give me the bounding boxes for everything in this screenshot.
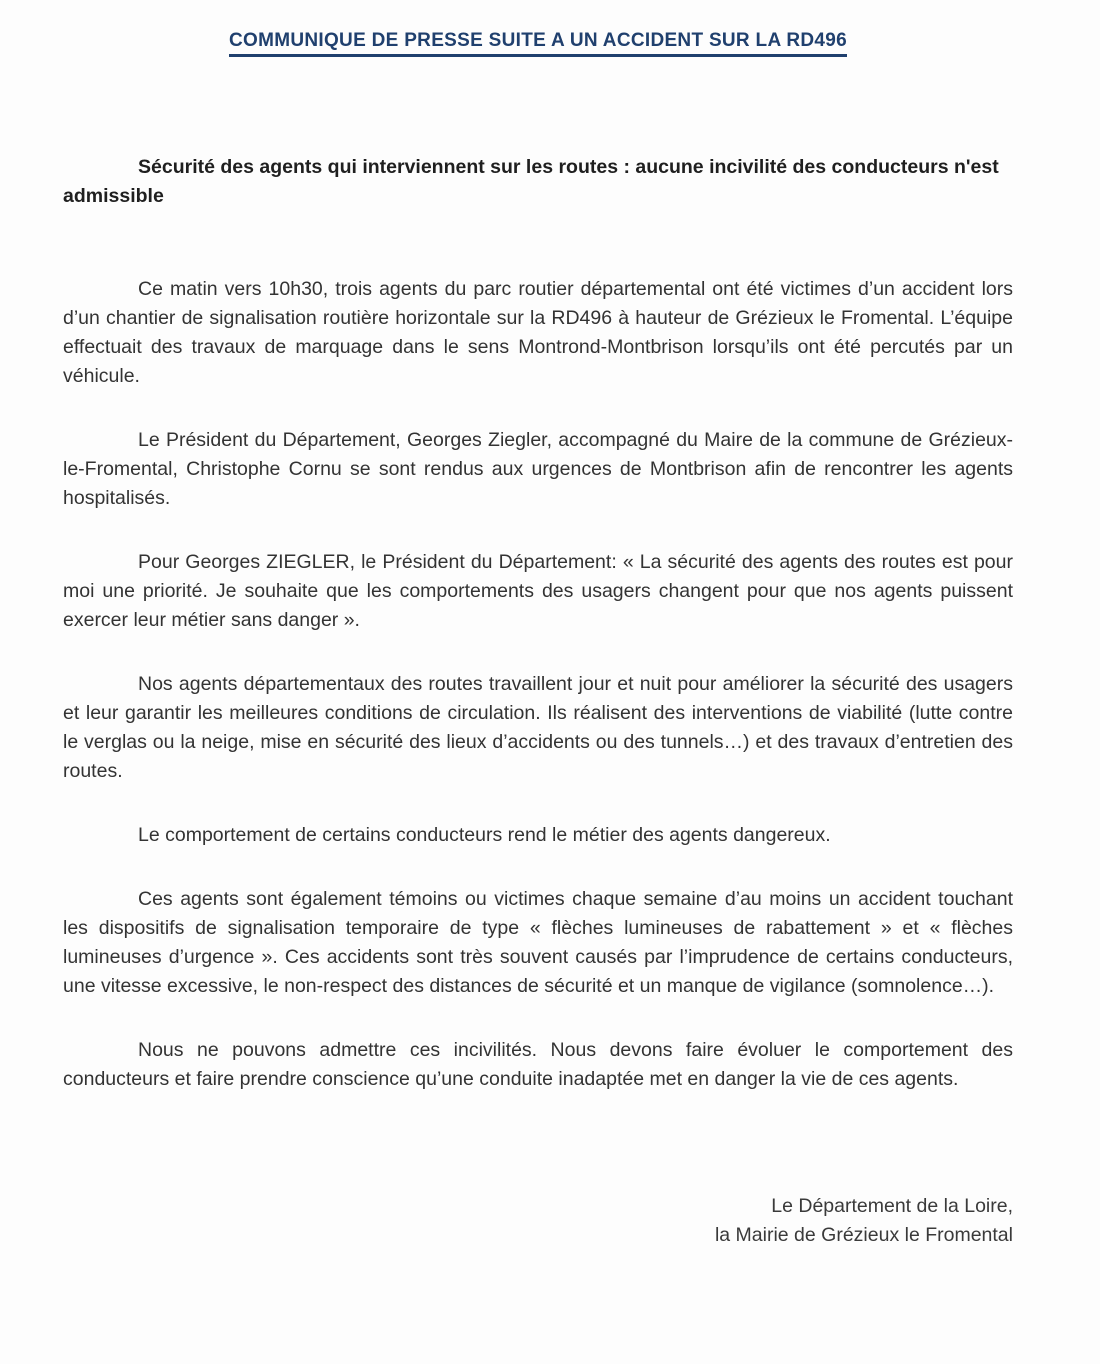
paragraph-accidents-signalisation: Ces agents sont également témoins ou victimes chaque semaine d’au moins un accident touchant les dispositifs de signalisation temporaire de type « flèches lumineuses de rabattement » et « flèches lumineuses d’urgence ». Ces accidents sont très souvent causés par l’imprudence de certains conducteurs, une vitesse excessive, le non-respect des distances de sécurité et un manque de vigilance (somnolence…). bbox=[63, 888, 1013, 997]
signature-line-mairie: la Mairie de Grézieux le Fromental bbox=[714, 1224, 1013, 1246]
press-release-title-text: COMMUNIQUE DE PRESSE SUITE A UN ACCIDENT SUR LA RD496 bbox=[229, 30, 847, 57]
document-subtitle: Sécurité des agents qui interviennent sur les routes : aucune incivilité des conducteurs n'est admissible bbox=[63, 156, 999, 207]
press-release-title bbox=[63, 30, 1013, 57]
paragraph-incivilites: Nous ne pouvons admettre ces incivilités. Nous devons faire évoluer le comportement des conducteurs et faire prendre conscience qu’une conduite inadaptée met en danger la vie de ces agents. bbox=[63, 1039, 1013, 1090]
signature-block bbox=[63, 1192, 1013, 1250]
document-content bbox=[0, 30, 1100, 1250]
paragraph-missions-agents: Nos agents départementaux des routes travaillent jour et nuit pour améliorer la sécurité des usagers et leur garantir les meilleures conditions de circulation. Ils réalisent des interventions de viabilité (lutte contre le verglas ou la neige, mise en sécurité des lieux d’accidents ou des tunnels…) et des travaux d’entretien des routes. bbox=[63, 673, 1013, 782]
paragraph-accident: Ce matin vers 10h30, trois agents du parc routier départemental ont été victimes d’un accident lors d’un chantier de signalisation routière horizontale sur la RD496 à hauteur de Grézieux le Fromental. L’équipe effectuait des travaux de marquage dans le sens Montrond-Montbrison lorsqu’ils ont été percutés par un véhicule. bbox=[63, 278, 1013, 387]
signature-line-departement: Le Département de la Loire, bbox=[771, 1195, 1013, 1217]
paragraph-visite-president: Le Président du Département, Georges Ziegler, accompagné du Maire de la commune de Grézieux-le-Fromental, Christophe Cornu se sont rendus aux urgences de Montbrison afin de rencontrer les agents hospitalisés. bbox=[63, 429, 1013, 509]
paragraph-comportement-conducteurs: Le comportement de certains conducteurs rend le métier des agents dangereux. bbox=[138, 824, 831, 846]
paragraph-citation-ziegler: Pour Georges ZIEGLER, le Président du Département: « La sécurité des agents des routes est pour moi une priorité. Je souhaite que les comportements des usagers changent pour que nos agents puissent exercer leur métier sans danger ». bbox=[63, 551, 1013, 631]
